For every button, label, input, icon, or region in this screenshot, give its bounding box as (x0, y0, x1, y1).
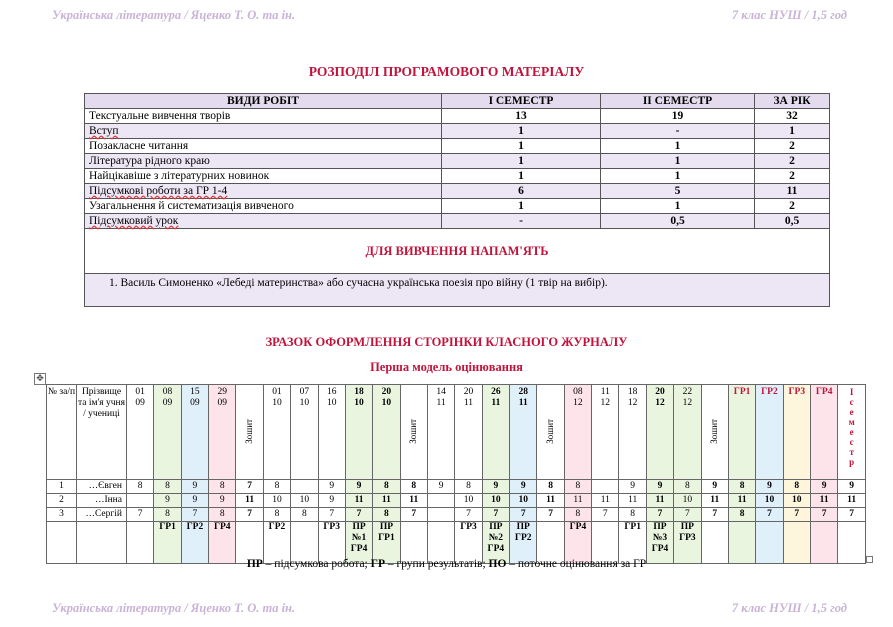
date-month: 11 (436, 398, 446, 408)
distribution-row (85, 139, 830, 154)
grade-cell[interactable]: 7 (318, 508, 345, 522)
student-name: …Сергій (77, 508, 127, 522)
date-month: 09 (190, 398, 200, 408)
sem2-value: 0,5 (601, 214, 755, 229)
work-kind-label: Вступ (89, 125, 119, 137)
year-value: 2 (755, 139, 830, 154)
grade-cell[interactable]: 7 (400, 508, 427, 522)
work-kind (85, 124, 442, 139)
date-day: 29 (217, 387, 227, 397)
grade-cell[interactable]: 8 (455, 480, 482, 494)
grade-cell[interactable]: 9 (838, 480, 866, 494)
distribution-row (85, 199, 830, 214)
grade-cell[interactable]: 9 (756, 480, 783, 494)
date-day: 20 (381, 387, 392, 397)
group-tag-text: ГР3 (323, 522, 340, 532)
grade-cell[interactable] (592, 480, 619, 494)
date-day: 20 (655, 387, 665, 397)
grade-cell[interactable]: 9 (510, 480, 537, 494)
date-column-header (783, 385, 810, 480)
grade-cell[interactable]: 9 (318, 480, 345, 494)
date-day: 16 (326, 387, 337, 397)
date-day: 22 (682, 387, 693, 397)
grade-cell[interactable]: 9 (619, 480, 646, 494)
grade-cell[interactable]: 8 (154, 480, 181, 494)
date-column-header (400, 385, 427, 480)
col-header-kind: ВИДИ РОБІТ (85, 94, 442, 109)
grade-cell[interactable]: 11 (619, 494, 646, 508)
grade-cell[interactable]: 8 (263, 480, 290, 494)
grade-cell[interactable]: 11 (236, 494, 263, 508)
date-day: 07 (299, 387, 310, 397)
year-value: 2 (755, 169, 830, 184)
group-label: ГР3 (788, 387, 806, 397)
distribution-row (85, 154, 830, 169)
grade-cell[interactable]: 8 (291, 508, 318, 522)
grade-cell[interactable]: 8 (209, 508, 236, 522)
grade-cell[interactable]: 7 (810, 508, 837, 522)
grade-cell[interactable]: 8 (263, 508, 290, 522)
year-value: 1 (755, 124, 830, 139)
grade-cell[interactable]: 7 (236, 480, 263, 494)
date-month: 11 (491, 398, 501, 408)
date-column-header (127, 385, 154, 480)
distribution-table (84, 93, 830, 307)
legend-term: ПР (246, 558, 263, 570)
student-row (47, 480, 866, 494)
grade-cell[interactable]: 9 (209, 494, 236, 508)
date-day: 14 (436, 387, 446, 397)
date-day: 26 (491, 387, 501, 397)
group-label: ГР4 (815, 387, 833, 397)
sem1-value: 1 (442, 139, 601, 154)
work-kind-label: Текстуальне вивчення творів (89, 110, 231, 122)
student-row (47, 494, 866, 508)
date-month: 10 (381, 398, 392, 408)
date-column-header (838, 385, 866, 480)
grade-cell[interactable]: 7 (838, 508, 866, 522)
journal-subtitle: Перша модель оцінювання (370, 360, 523, 374)
date-column-header (318, 385, 345, 480)
footer-right: 7 клас НУШ / 1,5 год (731, 601, 847, 615)
grade-cell[interactable]: 8 (564, 508, 591, 522)
date-column-header (537, 385, 564, 480)
date-day: 15 (190, 387, 200, 397)
group-tag-text: ГР4 (569, 522, 587, 532)
distribution-row (85, 109, 830, 124)
grade-cell[interactable]: 10 (455, 494, 482, 508)
grade-cell[interactable]: 11 (373, 494, 400, 508)
date-column-header (756, 385, 783, 480)
grade-cell[interactable]: 9 (810, 480, 837, 494)
date-column-header (291, 385, 318, 480)
date-day: 28 (518, 387, 528, 397)
grade-cell[interactable]: 10 (510, 494, 537, 508)
grade-cell[interactable]: 10 (263, 494, 290, 508)
work-kind (85, 109, 442, 124)
grade-cell[interactable]: 7 (592, 508, 619, 522)
page-title: РОЗПОДІЛ ПРОГРАМОВОГО МАТЕРІАЛУ (308, 64, 585, 79)
date-column-header (455, 385, 482, 480)
grade-cell[interactable]: 9 (181, 494, 208, 508)
sem2-value: 1 (601, 139, 755, 154)
date-column-header (728, 385, 755, 480)
group-tag-text: ПР №1 ГР4 (350, 522, 368, 554)
notebook-label: Зошит (408, 419, 419, 444)
group-tag-text: ПР ГР3 (679, 522, 696, 543)
date-month: 12 (600, 398, 611, 408)
date-month: 12 (573, 398, 583, 408)
distribution-row (85, 184, 830, 199)
distribution-row (85, 169, 830, 184)
date-day: 11 (600, 387, 610, 397)
sem1-value: - (442, 214, 601, 229)
group-tag-text: ПР №3 ГР4 (651, 522, 669, 554)
grade-cell[interactable]: 7 (646, 508, 673, 522)
grade-cell[interactable]: 7 (701, 508, 728, 522)
grade-cell[interactable]: 9 (482, 480, 509, 494)
grade-cell[interactable]: 9 (154, 494, 181, 508)
date-column-header (619, 385, 646, 480)
semester-label: І с е м е с т р (848, 387, 855, 467)
grade-cell[interactable]: 9 (646, 480, 673, 494)
sem1-value: 1 (442, 199, 601, 214)
grade-cell[interactable]: 8 (619, 508, 646, 522)
table-move-handle-icon[interactable]: ✥ (34, 373, 46, 385)
grade-cell[interactable]: 8 (400, 480, 427, 494)
sem2-value: 1 (601, 154, 755, 169)
date-month: 11 (518, 398, 528, 408)
group-tag-text: ПР №2 ГР4 (487, 522, 505, 554)
work-kind-label: Позакласне читання (89, 140, 189, 152)
legend-desc: – групи результатів; (384, 558, 489, 570)
group-tag-text: ГР1 (624, 522, 641, 532)
group-label: ГР1 (733, 387, 751, 397)
date-day: 08 (573, 387, 583, 397)
grade-cell[interactable] (427, 508, 454, 522)
header-left: Українська література / Яценко Т. О. та ін. (52, 8, 296, 22)
student-name: …Інна (77, 494, 127, 508)
grade-cell[interactable]: 11 (564, 494, 591, 508)
grade-cell[interactable]: 11 (537, 494, 564, 508)
date-column-header (592, 385, 619, 480)
student-number: 2 (47, 494, 77, 508)
work-kind-label: Підсумкові роботи за ГР 1-4 (89, 185, 228, 197)
date-month: 10 (299, 398, 310, 408)
group-tag-text: ГР2 (268, 522, 286, 532)
student-row (47, 508, 866, 522)
legend-term: ПО (488, 558, 507, 570)
date-month: 11 (463, 398, 474, 408)
grade-cell[interactable]: 8 (373, 480, 400, 494)
legend-desc: – поточне оцінювання за ГР (506, 558, 647, 570)
sem1-value: 1 (442, 154, 601, 169)
work-kind (85, 139, 442, 154)
grade-cell[interactable]: 9 (427, 480, 454, 494)
grade-cell[interactable]: 8 (728, 508, 755, 522)
date-month: 09 (135, 398, 145, 408)
date-column-header (646, 385, 673, 480)
grade-cell[interactable]: 11 (646, 494, 673, 508)
work-kind (85, 154, 442, 169)
sem2-value: - (601, 124, 755, 139)
group-tag-text: ГР3 (460, 522, 477, 532)
notebook-label: Зошит (545, 419, 556, 444)
journal-title: ЗРАЗОК ОФОРМЛЕННЯ СТОРІНКИ КЛАСНОГО ЖУРНАЛУ (265, 335, 628, 349)
grade-cell[interactable]: 11 (345, 494, 372, 508)
year-value: 11 (755, 184, 830, 199)
work-kind (85, 184, 442, 199)
date-column-header (154, 385, 181, 480)
date-month: 12 (655, 398, 665, 408)
grade-cell[interactable]: 9 (181, 480, 208, 494)
legend-term: ГР (370, 558, 385, 570)
student-number: 1 (47, 480, 77, 494)
work-kind-label: Узагальнення й систематизація вивченого (89, 200, 294, 212)
group-tag-text: ПР ГР1 (378, 522, 395, 543)
year-value: 2 (755, 154, 830, 169)
grade-cell[interactable]: 7 (181, 508, 208, 522)
work-kind-label: Література рідного краю (89, 155, 210, 167)
sem1-value: 6 (442, 184, 601, 199)
sem2-value: 19 (601, 109, 755, 124)
grade-cell[interactable]: 7 (510, 508, 537, 522)
date-column-header (564, 385, 591, 480)
distribution-row (85, 124, 830, 139)
col-number-header: № за/п (47, 385, 77, 480)
grade-cell[interactable]: 11 (400, 494, 427, 508)
date-column-header (373, 385, 400, 480)
grade-cell[interactable]: 10 (783, 494, 810, 508)
grade-cell[interactable] (291, 480, 318, 494)
date-month: 10 (354, 398, 364, 408)
grade-cell[interactable]: 10 (291, 494, 318, 508)
date-month: 12 (682, 398, 693, 408)
sem1-value: 13 (442, 109, 601, 124)
work-kind (85, 199, 442, 214)
grade-cell[interactable]: 8 (127, 480, 154, 494)
date-day: 01 (272, 387, 282, 397)
group-tag-text: ГР1 (159, 522, 176, 532)
date-column-header (510, 385, 537, 480)
grade-cell[interactable] (127, 494, 154, 508)
grade-cell[interactable]: 7 (537, 508, 564, 522)
notebook-label: Зошит (244, 419, 255, 444)
grade-cell[interactable]: 8 (537, 480, 564, 494)
sem1-value: 1 (442, 169, 601, 184)
date-column-header (345, 385, 372, 480)
distribution-header-row (85, 94, 830, 109)
grade-cell[interactable]: 7 (756, 508, 783, 522)
date-month: 10 (326, 398, 337, 408)
year-value: 32 (755, 109, 830, 124)
sem2-value: 5 (601, 184, 755, 199)
grade-cell[interactable]: 7 (783, 508, 810, 522)
grade-cell[interactable]: 8 (154, 508, 181, 522)
date-column-header (701, 385, 728, 480)
grade-cell[interactable]: 7 (345, 508, 372, 522)
date-column-header (209, 385, 236, 480)
date-month: 10 (272, 398, 282, 408)
work-kind (85, 169, 442, 184)
grade-cell[interactable]: 8 (674, 480, 701, 494)
group-tag-text: ГР2 (186, 522, 204, 532)
grade-cell[interactable]: 8 (373, 508, 400, 522)
student-number: 3 (47, 508, 77, 522)
date-day: 01 (135, 387, 145, 397)
grade-cell[interactable]: 9 (345, 480, 372, 494)
grade-cell[interactable]: 8 (783, 480, 810, 494)
grade-cell[interactable]: 10 (674, 494, 701, 508)
date-column-header (810, 385, 837, 480)
date-column-header (263, 385, 290, 480)
grade-cell[interactable]: 7 (127, 508, 154, 522)
grade-cell[interactable]: 8 (209, 480, 236, 494)
legend-desc: – підсумкова робота; (262, 558, 371, 570)
journal-table (46, 384, 866, 564)
grade-cell[interactable]: 7 (236, 508, 263, 522)
grade-cell[interactable]: 7 (482, 508, 509, 522)
footer-left: Українська література / Яценко Т. О. та ін. (52, 601, 296, 615)
grade-cell[interactable]: 10 (756, 494, 783, 508)
memorize-item-text: 1. Василь Симоненко «Лебеді материнства» або сучасна українська поезія про війну (1 твір на вибір). (109, 277, 608, 289)
memorize-item (85, 274, 830, 307)
work-kind (85, 214, 442, 229)
grade-cell[interactable] (427, 494, 454, 508)
date-month: 09 (162, 398, 173, 408)
sem1-value: 1 (442, 124, 601, 139)
grade-cell[interactable]: 11 (701, 494, 728, 508)
work-kind-label: Підсумковий урок (89, 215, 179, 227)
grade-cell[interactable]: 8 (564, 480, 591, 494)
group-label: ГР2 (761, 387, 778, 397)
grade-cell[interactable]: 7 (455, 508, 482, 522)
legend (0, 558, 893, 570)
date-month: 09 (217, 398, 227, 408)
grade-cell[interactable]: 8 (728, 480, 755, 494)
date-day: 08 (162, 387, 173, 397)
grade-cell[interactable]: 10 (482, 494, 509, 508)
memorize-title: ДЛЯ ВИВЧЕННЯ НАПАМ'ЯТЬ (85, 229, 830, 274)
work-kind-label: Найцікавіше з літературних новинок (89, 170, 270, 182)
grade-cell[interactable]: 7 (674, 508, 701, 522)
col-header-year: ЗА РІК (755, 94, 830, 109)
year-value: 0,5 (755, 214, 830, 229)
year-value: 2 (755, 199, 830, 214)
col-header-sem1: І СЕМЕСТР (442, 94, 601, 109)
date-column-header (482, 385, 509, 480)
date-column-header (427, 385, 454, 480)
header-right: 7 клас НУШ / 1,5 год (731, 8, 847, 22)
notebook-label: Зошит (709, 419, 720, 444)
grade-cell[interactable]: 11 (728, 494, 755, 508)
grade-cell[interactable]: 9 (318, 494, 345, 508)
date-column-header (674, 385, 701, 480)
date-column-header (181, 385, 208, 480)
date-day: 18 (354, 387, 364, 397)
distribution-row (85, 214, 830, 229)
grade-cell[interactable]: 11 (810, 494, 837, 508)
grade-cell[interactable]: 9 (701, 480, 728, 494)
sem2-value: 1 (601, 169, 755, 184)
date-day: 18 (627, 387, 638, 397)
date-month: 12 (627, 398, 638, 408)
col-name-header: Прізвище та ім'я учня / учениці (77, 385, 127, 480)
group-tag-text: ГР4 (213, 522, 231, 532)
date-column-header (236, 385, 263, 480)
student-name: …Євген (77, 480, 127, 494)
col-header-sem2: ІІ СЕМЕСТР (601, 94, 755, 109)
grade-cell[interactable]: 11 (838, 494, 866, 508)
group-tag-text: ПР ГР2 (514, 522, 532, 543)
grade-cell[interactable]: 11 (592, 494, 619, 508)
sem2-value: 1 (601, 199, 755, 214)
date-day: 20 (463, 387, 474, 397)
journal-header-row (47, 385, 866, 480)
